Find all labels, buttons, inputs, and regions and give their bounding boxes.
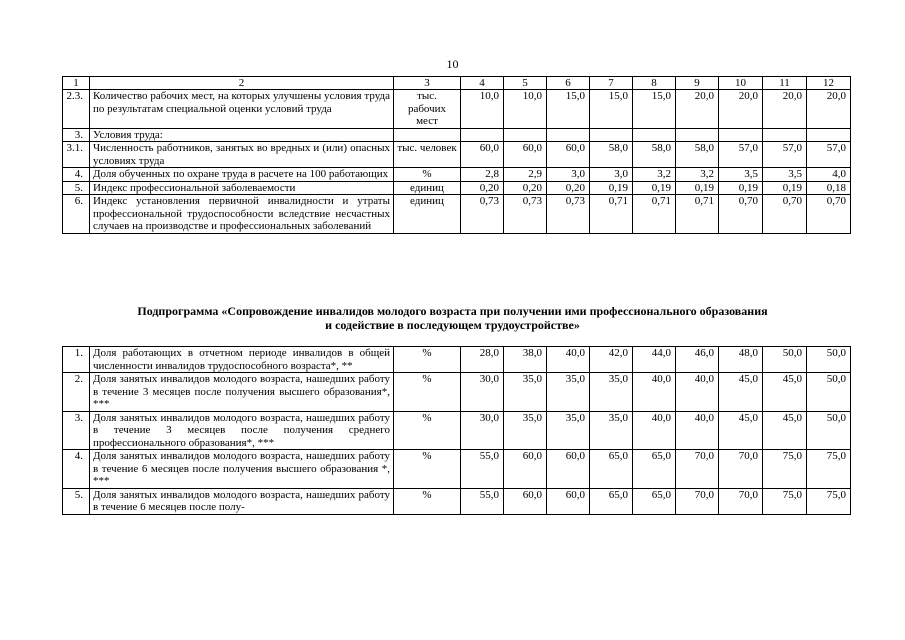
- value-cell: 2,8: [461, 168, 504, 182]
- row-number: 5.: [63, 181, 90, 195]
- value-cell: 10,0: [504, 90, 547, 129]
- row-number: 1.: [63, 347, 90, 373]
- value-cell: 0,71: [676, 195, 719, 234]
- value-cell: 50,0: [807, 411, 851, 450]
- value-cell: 3,5: [763, 168, 807, 182]
- unit-of-measure: единиц: [394, 195, 461, 234]
- table-row: [63, 142, 851, 168]
- indicator-name: Условия труда:: [90, 128, 394, 142]
- value-cell: 0,19: [590, 181, 633, 195]
- column-number: 8: [633, 77, 676, 90]
- value-cell: 58,0: [633, 142, 676, 168]
- value-cell: 20,0: [676, 90, 719, 129]
- value-cell: [719, 128, 763, 142]
- value-cell: 2,9: [504, 168, 547, 182]
- value-cell: 70,0: [719, 450, 763, 489]
- unit-of-measure: %: [394, 450, 461, 489]
- indicators-table-subprogram: [62, 346, 851, 515]
- value-cell: 35,0: [504, 373, 547, 412]
- column-number: 2: [90, 77, 394, 90]
- value-cell: 60,0: [504, 488, 547, 514]
- unit-of-measure: [394, 128, 461, 142]
- table-row: [63, 411, 851, 450]
- value-cell: 40,0: [633, 373, 676, 412]
- indicator-name: Индекс установления первичной инвалидности и утраты профессиональной трудоспособности вследствие несчастных случаев на производстве и профессиональных заболеваний: [90, 195, 394, 234]
- value-cell: 65,0: [590, 488, 633, 514]
- value-cell: 0,70: [807, 195, 851, 234]
- column-number: 1: [63, 77, 90, 90]
- unit-of-measure: единиц: [394, 181, 461, 195]
- value-cell: 20,0: [719, 90, 763, 129]
- indicator-name: Численность работников, занятых во вредных и (или) опасных условиях труда: [90, 142, 394, 168]
- value-cell: [547, 128, 590, 142]
- value-cell: 45,0: [719, 373, 763, 412]
- value-cell: 60,0: [461, 142, 504, 168]
- value-cell: 60,0: [547, 488, 590, 514]
- value-cell: 0,20: [461, 181, 504, 195]
- value-cell: 0,19: [719, 181, 763, 195]
- value-cell: 70,0: [676, 450, 719, 489]
- value-cell: 4,0: [807, 168, 851, 182]
- row-number: 4.: [63, 450, 90, 489]
- value-cell: 3,0: [547, 168, 590, 182]
- value-cell: 3,5: [719, 168, 763, 182]
- indicator-name: Количество рабочих мест, на которых улучшены условия труда по результатам специальной оценки условий труда: [90, 90, 394, 129]
- table-row: [63, 181, 851, 195]
- unit-of-measure: %: [394, 411, 461, 450]
- value-cell: 57,0: [807, 142, 851, 168]
- value-cell: 15,0: [547, 90, 590, 129]
- value-cell: 3,2: [633, 168, 676, 182]
- value-cell: 3,0: [590, 168, 633, 182]
- value-cell: 0,73: [547, 195, 590, 234]
- value-cell: 0,71: [590, 195, 633, 234]
- value-cell: [504, 128, 547, 142]
- table-row: [63, 90, 851, 129]
- value-cell: 65,0: [633, 488, 676, 514]
- page-number: 10: [446, 57, 459, 71]
- column-number: 6: [547, 77, 590, 90]
- value-cell: 40,0: [633, 411, 676, 450]
- column-number: 5: [504, 77, 547, 90]
- indicator-name: Доля занятых инвалидов молодого возраста, нашедших работу в течение 3 месяцев после получения среднего профессионального образования*, ***: [90, 411, 394, 450]
- indicator-name: Доля занятых инвалидов молодого возраста, нашедших работу в течение 3 месяцев после получения высшего образования*, ***: [90, 373, 394, 412]
- value-cell: [590, 128, 633, 142]
- value-cell: 20,0: [807, 90, 851, 129]
- value-cell: 57,0: [763, 142, 807, 168]
- value-cell: 3,2: [676, 168, 719, 182]
- value-cell: 45,0: [763, 373, 807, 412]
- column-number: 9: [676, 77, 719, 90]
- value-cell: 55,0: [461, 488, 504, 514]
- value-cell: 40,0: [676, 373, 719, 412]
- row-number: 4.: [63, 168, 90, 182]
- table-row: [63, 128, 851, 142]
- value-cell: 60,0: [504, 142, 547, 168]
- table-header-row: [63, 77, 851, 90]
- value-cell: 50,0: [807, 373, 851, 412]
- value-cell: 0,19: [676, 181, 719, 195]
- row-number: 2.3.: [63, 90, 90, 129]
- value-cell: [763, 128, 807, 142]
- value-cell: 48,0: [719, 347, 763, 373]
- value-cell: 0,20: [504, 181, 547, 195]
- unit-of-measure: %: [394, 373, 461, 412]
- row-number: 5.: [63, 488, 90, 514]
- value-cell: 28,0: [461, 347, 504, 373]
- column-number: 10: [719, 77, 763, 90]
- indicator-name: Доля работающих в отчетном периоде инвалидов в общей численности инвалидов трудоспособного возраста*, **: [90, 347, 394, 373]
- unit-of-measure: тыс. рабочих мест: [394, 90, 461, 129]
- row-number: 6.: [63, 195, 90, 234]
- value-cell: 50,0: [763, 347, 807, 373]
- value-cell: 0,70: [719, 195, 763, 234]
- value-cell: 0,19: [763, 181, 807, 195]
- value-cell: 0,19: [633, 181, 676, 195]
- value-cell: [676, 128, 719, 142]
- subprogram-title: [0, 304, 905, 332]
- value-cell: 46,0: [676, 347, 719, 373]
- row-number: 3.: [63, 128, 90, 142]
- column-number: 3: [394, 77, 461, 90]
- column-number: 4: [461, 77, 504, 90]
- table-row: [63, 168, 851, 182]
- row-number: 2.: [63, 373, 90, 412]
- value-cell: 35,0: [504, 411, 547, 450]
- indicator-name: Доля занятых инвалидов молодого возраста, нашедших работу в течение 6 месяцев после получения высшего образования *, ***: [90, 450, 394, 489]
- value-cell: 45,0: [763, 411, 807, 450]
- unit-of-measure: тыс. человек: [394, 142, 461, 168]
- value-cell: 35,0: [590, 373, 633, 412]
- row-number: 3.: [63, 411, 90, 450]
- value-cell: 70,0: [719, 488, 763, 514]
- subprogram-title-line-2: и содействие в последующем трудоустройстве»: [325, 318, 580, 332]
- indicator-name: Доля занятых инвалидов молодого возраста, нашедших работу в течение 6 месяцев после полу-: [90, 488, 394, 514]
- value-cell: [633, 128, 676, 142]
- value-cell: 30,0: [461, 411, 504, 450]
- value-cell: 75,0: [763, 488, 807, 514]
- value-cell: 0,18: [807, 181, 851, 195]
- value-cell: 15,0: [633, 90, 676, 129]
- value-cell: 65,0: [633, 450, 676, 489]
- value-cell: 75,0: [807, 450, 851, 489]
- value-cell: 60,0: [504, 450, 547, 489]
- value-cell: 40,0: [547, 347, 590, 373]
- value-cell: 0,73: [504, 195, 547, 234]
- value-cell: 20,0: [763, 90, 807, 129]
- unit-of-measure: %: [394, 488, 461, 514]
- value-cell: 65,0: [590, 450, 633, 489]
- value-cell: 35,0: [547, 373, 590, 412]
- table-row: [63, 450, 851, 489]
- value-cell: 15,0: [590, 90, 633, 129]
- table-row: [63, 347, 851, 373]
- value-cell: 60,0: [547, 450, 590, 489]
- value-cell: 0,71: [633, 195, 676, 234]
- value-cell: 35,0: [590, 411, 633, 450]
- column-number: 12: [807, 77, 851, 90]
- value-cell: 35,0: [547, 411, 590, 450]
- value-cell: 60,0: [547, 142, 590, 168]
- row-number: 3.1.: [63, 142, 90, 168]
- value-cell: 42,0: [590, 347, 633, 373]
- value-cell: 75,0: [807, 488, 851, 514]
- subprogram-title-line-1: Подпрограмма «Сопровождение инвалидов молодого возраста при получении ими профессионального образования: [137, 304, 768, 318]
- column-number: 7: [590, 77, 633, 90]
- table-row: [63, 373, 851, 412]
- unit-of-measure: %: [394, 168, 461, 182]
- value-cell: 0,20: [547, 181, 590, 195]
- value-cell: 30,0: [461, 373, 504, 412]
- value-cell: 58,0: [590, 142, 633, 168]
- value-cell: 44,0: [633, 347, 676, 373]
- value-cell: 10,0: [461, 90, 504, 129]
- unit-of-measure: %: [394, 347, 461, 373]
- value-cell: 38,0: [504, 347, 547, 373]
- value-cell: 45,0: [719, 411, 763, 450]
- value-cell: [807, 128, 851, 142]
- value-cell: 57,0: [719, 142, 763, 168]
- indicators-table-top: [62, 76, 851, 234]
- value-cell: 75,0: [763, 450, 807, 489]
- table-row: [63, 195, 851, 234]
- value-cell: 70,0: [676, 488, 719, 514]
- value-cell: 40,0: [676, 411, 719, 450]
- indicator-name: Индекс профессиональной заболеваемости: [90, 181, 394, 195]
- value-cell: 50,0: [807, 347, 851, 373]
- table-row: [63, 488, 851, 514]
- value-cell: 0,70: [763, 195, 807, 234]
- value-cell: [461, 128, 504, 142]
- indicator-name: Доля обученных по охране труда в расчете на 100 работающих: [90, 168, 394, 182]
- value-cell: 58,0: [676, 142, 719, 168]
- value-cell: 55,0: [461, 450, 504, 489]
- column-number: 11: [763, 77, 807, 90]
- value-cell: 0,73: [461, 195, 504, 234]
